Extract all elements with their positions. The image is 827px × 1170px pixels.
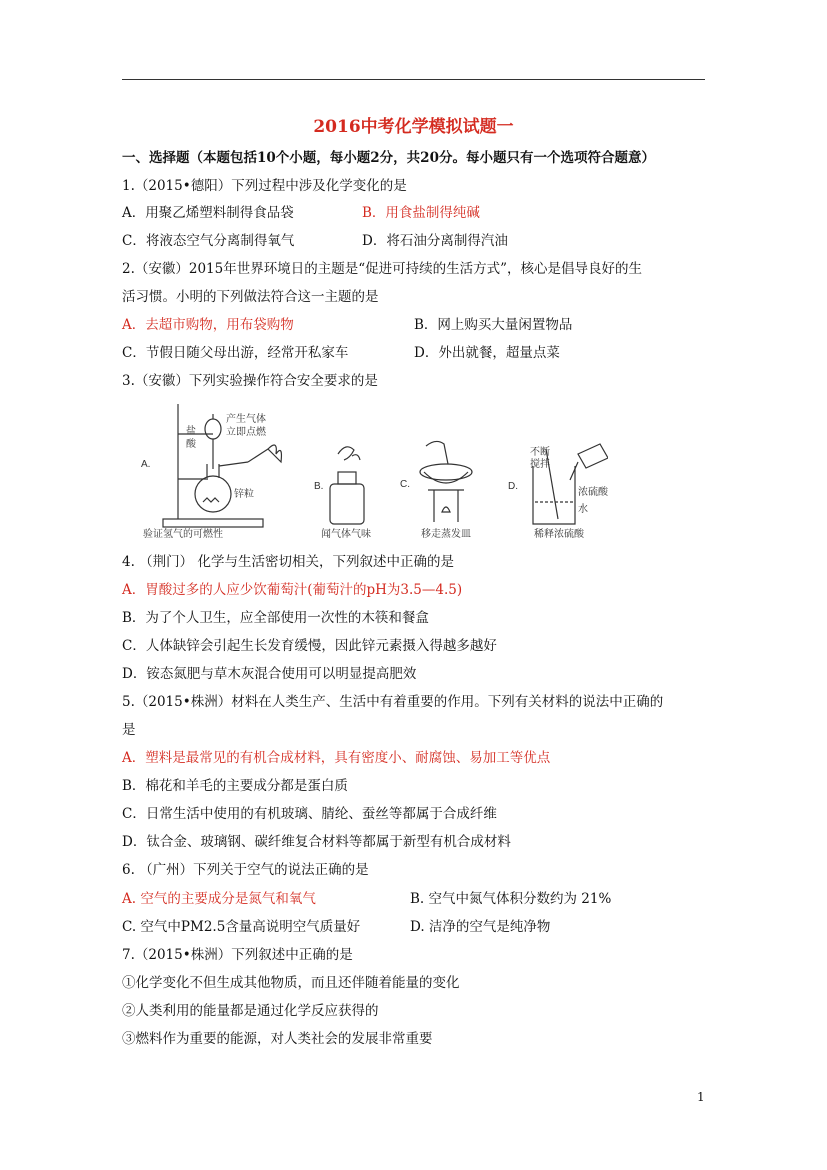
figure-c-caption: 移走蒸发皿 [421, 529, 471, 540]
figure-b-letter: B. [314, 481, 324, 492]
figure-d-label-water: 水 [578, 504, 588, 515]
q4-option-d: D．铵态氮肥与草木灰混合使用可以明显提高肥效 [122, 666, 417, 682]
q5-option-a: A．塑料是最常见的有机合成材料，具有密度小、耐腐蚀、易加工等优点 [122, 750, 551, 766]
figure-a-letter: A. [141, 459, 151, 470]
q2-stem-line2: 活习惯。小明的下列做法符合这一主题的是 [122, 289, 379, 305]
q6-stem: 6. （广州）下列关于空气的说法正确的是 [122, 862, 369, 878]
q6-option-c: C. 空气中PM2.5含量高说明空气质量好 [122, 919, 361, 935]
figure-b-gas-bottle [330, 447, 364, 524]
q2-stem-line1: 2.（安徽）2015年世界环境日的主题是“促进可持续的生活方式”，核心是倡导良好的生 [122, 261, 643, 277]
q4-option-a: A．胃酸过多的人应少饮葡萄汁(葡萄汁的pH为3.5—4.5) [122, 582, 463, 598]
q3-figure-lab-operations [138, 394, 608, 544]
q5-option-c: C．日常生活中使用的有机玻璃、腈纶、蚕丝等都属于合成纤维 [122, 806, 497, 822]
q6-option-a: A. 空气的主要成分是氮气和氧气 [122, 891, 316, 907]
figure-a-label-acid-2: 酸 [186, 439, 196, 450]
q1-option-a: A．用聚乙烯塑料制得食品袋 [122, 205, 294, 221]
q5-option-d: D．钛合金、玻璃钢、碳纤维复合材料等都属于新型有机合成材料 [122, 834, 511, 850]
figure-d-label-stir-2: 搅拌 [530, 459, 550, 470]
figure-d-letter: D. [508, 481, 518, 492]
q5-stem-line2: 是 [122, 722, 136, 738]
q1-option-d: D．将石油分离制得汽油 [362, 233, 508, 249]
q2-option-c: C．节假日随父母出游，经常开私家车 [122, 345, 349, 361]
q5-stem-line1: 5.（2015•株洲）材料在人类生产、生活中有着重要的作用。下列有关材料的说法中正确的 [122, 694, 664, 710]
q7-statement-3: ③燃料作为重要的能源，对人类社会的发展非常重要 [122, 1031, 433, 1047]
q1-option-c: C．将液态空气分离制得氧气 [122, 233, 295, 249]
q6-option-b: B. 空气中氮气体积分数约为 21% [410, 891, 612, 907]
figure-a-caption: 验证氢气的可燃性 [143, 529, 223, 540]
figure-c-evaporating-dish [420, 441, 472, 522]
q4-stem: 4. （荆门） 化学与生活密切相关，下列叙述中正确的是 [122, 554, 454, 570]
q7-statement-1: ①化学变化不但生成其他物质，而且还伴随着能量的变化 [122, 975, 460, 991]
q1-option-b: B．用食盐制得纯碱 [362, 205, 480, 221]
q5-option-b: B．棉花和羊毛的主要成分都是蛋白质 [122, 778, 348, 794]
figure-d-label-acid: 浓硫酸 [578, 487, 608, 498]
section-heading: 一、选择题（本题包括10个小题，每小题2分，共20分。每小题只有一个选项符合题意） [122, 150, 655, 166]
figure-a-label-zinc: 锌粒 [234, 489, 254, 500]
q7-statement-2: ②人类利用的能量都是通过化学反应获得的 [122, 1003, 379, 1019]
q2-option-d: D．外出就餐，超量点菜 [414, 345, 560, 361]
figure-a-label-gas-2: 立即点燃 [226, 427, 266, 438]
figure-d-label-stir-1: 不断 [530, 447, 550, 458]
figure-c-letter: C. [400, 479, 410, 490]
q4-option-b: B．为了个人卫生，应全部使用一次性的木筷和餐盒 [122, 610, 429, 626]
q2-option-a: A．去超市购物，用布袋购物 [122, 317, 294, 333]
figure-a-label-acid-1: 盐 [186, 426, 196, 437]
header-rule [122, 79, 705, 80]
page-title: 2016中考化学模拟试题一 [313, 117, 514, 137]
q2-option-b: B．网上购买大量闲置物品 [414, 317, 573, 333]
figure-a-label-gas-1: 产生气体 [226, 414, 266, 425]
figure-b-caption: 闻气体气味 [321, 529, 371, 540]
q3-stem: 3.（安徽）下列实验操作符合安全要求的是 [122, 373, 378, 389]
figure-d-caption: 稀释浓硫酸 [534, 529, 584, 540]
page-number: 1 [697, 1090, 705, 1104]
q4-option-c: C．人体缺锌会引起生长发育缓慢，因此锌元素摄入得越多越好 [122, 638, 497, 654]
q1-stem: 1.（2015•德阳）下列过程中涉及化学变化的是 [122, 178, 407, 194]
q6-option-d: D. 洁净的空气是纯净物 [410, 919, 551, 935]
q7-stem: 7.（2015•株洲）下列叙述中正确的是 [122, 947, 353, 963]
